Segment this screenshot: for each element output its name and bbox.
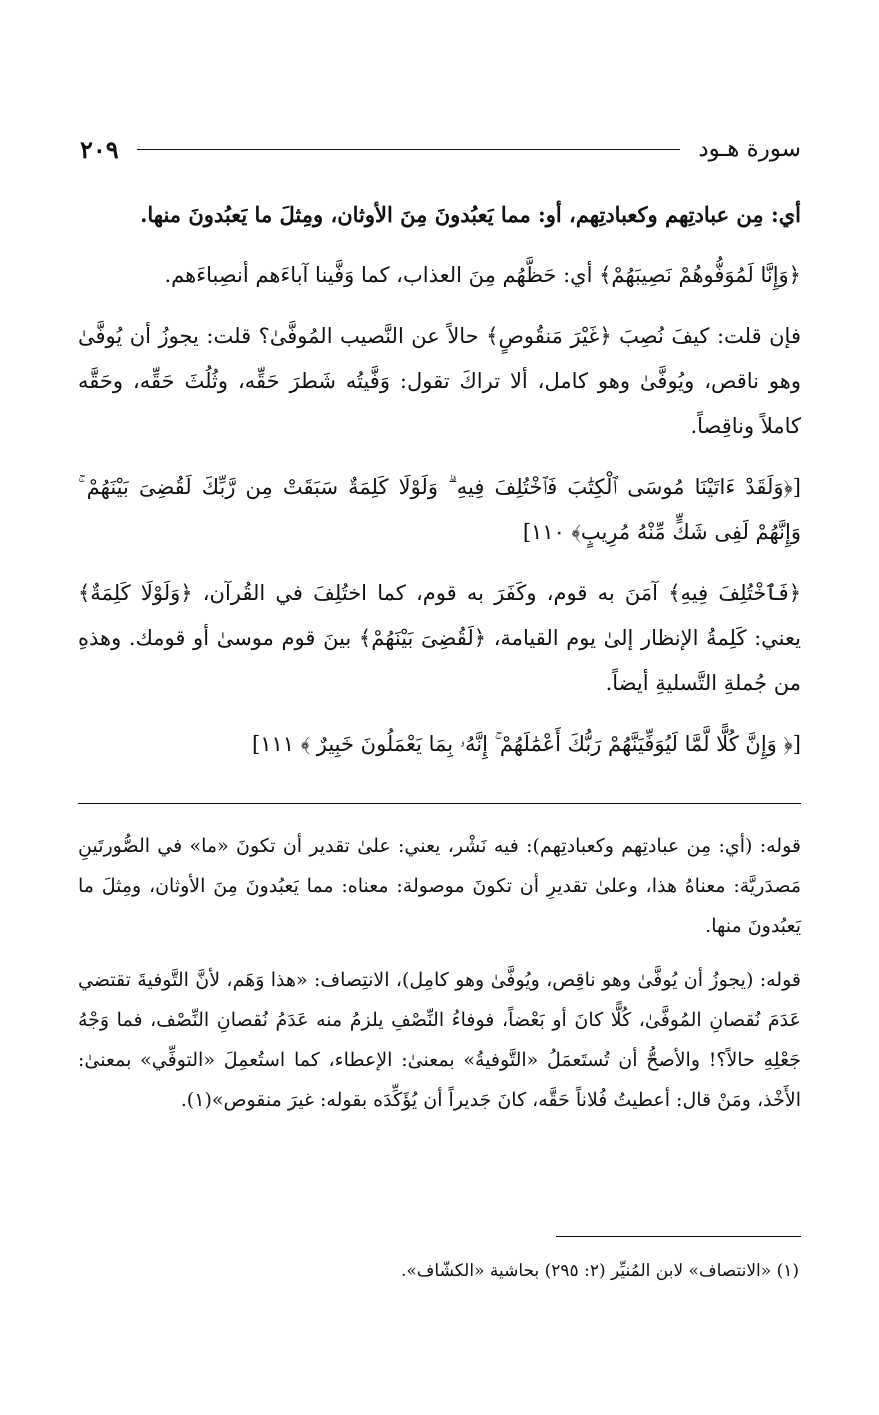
verse-111: [﴿ وَإِنَّ كُلًّا لَّمَّا لَيُوَفِّيَنَّهُمْ رَبُّكَ أَعْمَٰلَهُمْ ۚ إِنَّهُۥ بِمَا يَعْمَلُونَ خَبِيرٌ ﴾ ١١١]: [252, 732, 801, 756]
paragraph-5: ﴿فَٱخْتُلِفَ فِيهِ﴾ آمَنَ به قوم، وكَفَرَ به قوم، كما اختُلِفَ في القُرآن، ﴿وَلَوْلَا كَلِمَةٌ﴾ يعني: كَلِمةُ الإنظار إلىٰ يوم القيامة، ﴿لَقُضِىَ بَيْنَهُمْ﴾ بينَ قوم موسىٰ أو قومك. وهذهِ من جُملةِ التَّسليةِ أيضاً.: [78, 581, 801, 695]
page-header: [80, 132, 801, 166]
paragraph-3: فإن قلت: كيفَ نُصِبَ ﴿غَيْرَ مَنقُوصٍ﴾ حالاً عن النَّصيب المُوفَّىٰ؟ قلت: يجوزُ أن يُوفَّىٰ وهو ناقص، ويُوفَّىٰ وهو كامل، ألا تراكَ تقول: وَفَّيتُه شَطرَ حَقِّه، وثُلُثَ حَقِّه، وحَقَّه كاملاً وناقِصاً.: [78, 324, 801, 438]
commentary-paragraph-1: قوله: (أي: مِن عبادتِهم وكعبادتِهم): فيه نَشْر، يعني: علىٰ تقدير أن تكونَ «ما» في الصُّورتَينِ مَصدَريَّة: معناهُ هذا، وعلىٰ تقديرِ أن تكونَ موصولة: معناه: مما يَعبُدونَ مِنَ الأوثان، ومِثلَ ما يَعبُدونَ منها.: [78, 835, 801, 937]
footnote: (١) «الانتصاف» لابن المُنيِّر (٢: ٢٩٥) بحاشية «الكشّاف».: [401, 1261, 799, 1281]
page-number: ٢٠٩: [80, 134, 119, 164]
surah-title: سورة هـود: [698, 136, 801, 162]
header-rule: [137, 149, 681, 150]
paragraph-1: أي: مِن عبادتِهم وكعبادتِهم، أو: مما يَعبُدونَ مِنَ الأوثان، ومِثلَ ما يَعبُدونَ منها.: [140, 202, 801, 227]
footnote-rule: [556, 1236, 801, 1237]
commentary-divider: [78, 803, 801, 804]
verse-110: [﴿وَلَقَدْ ءَاتَيْنَا مُوسَى ٱلْكِتَٰبَ فَٱخْتُلِفَ فِيهِ ۗ وَلَوْلَا كَلِمَةٌ سَبَقَتْ مِن رَّبِّكَ لَقُضِىَ بَيْنَهُمْ ۚ وَإِنَّهُمْ لَفِى شَكٍّ مِّنْهُ مُرِيبٍ﴾ ١١٠]: [78, 475, 801, 544]
main-text: [78, 192, 801, 767]
paragraph-2: ﴿وَإِنَّا لَمُوَفُّوهُمْ نَصِيبَهُمْ﴾ أي: حَظَّهُم مِنَ العذاب، كما وَفَّينا آباءَهم أنصِباءَهم.: [164, 263, 801, 287]
commentary-paragraph-2: قوله: (يجوزُ أن يُوفَّىٰ وهو ناقِص، ويُوفَّىٰ وهو كامِل)، الانتِصاف: «هذا وَهَم، لأنَّ التَّوفيةَ تقتضي عَدَمَ نُقصانِ المُوفَّىٰ، كُلًّا كانَ أو بَعْضاً، فوفاءُ النِّصْفِ يلزمُ منه عَدَمُ نُقصانِ النِّصْف، فما وَجْهُ جَعْلِهِ حالاً؟! والأصحُّ أن تُستَعمَلُ «التَّوفيةُ» بمعنىٰ: الإعطاء، كما استُعمِلَ «التوفِّي» بمعنىٰ: الأَخْذ، ومَنْ قال: أعطيتُ فُلاناً حَقَّه، كانَ جَديراً أن يُؤَكِّدَه بقوله: غيرَ منقوص»(١).: [78, 969, 801, 1111]
commentary: [78, 826, 801, 1134]
